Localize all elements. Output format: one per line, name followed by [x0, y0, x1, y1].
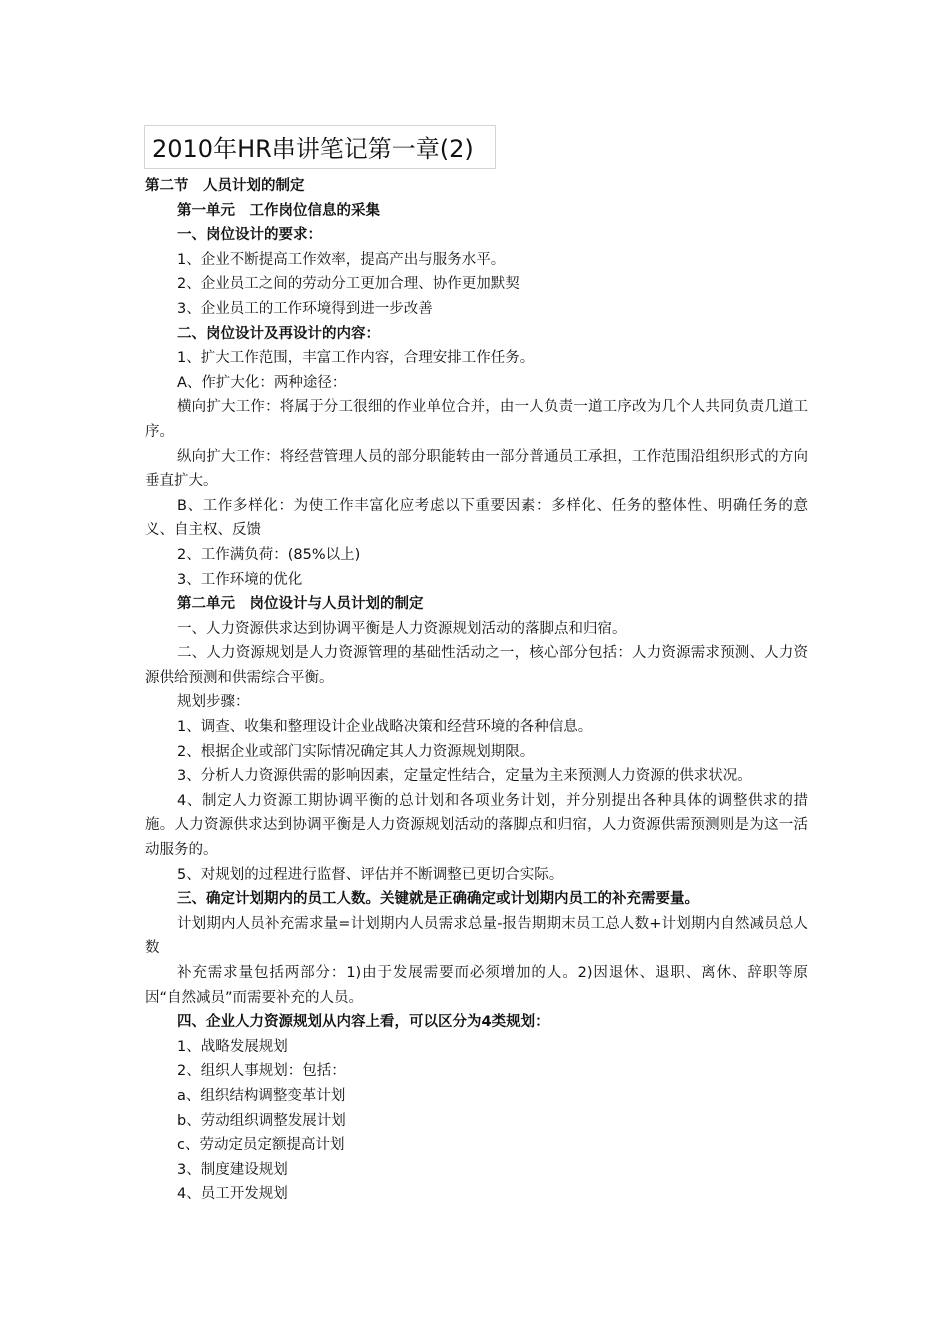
section-heading: 第一单元 工作岗位信息的采集	[177, 202, 380, 219]
body-paragraph: 二、人力资源规划是人力资源管理的基础性活动之一，核心部分包括：人力资源需求预测、人力资源供给预测和供需综合平衡。	[145, 645, 808, 686]
body-paragraph: 4、员工开发规划	[177, 1186, 288, 1203]
body-paragraph: a、组织结构调整变革计划	[177, 1087, 346, 1104]
body-paragraph: 规划步骤：	[177, 694, 250, 711]
section-heading: 二、岗位设计及再设计的内容：	[177, 325, 380, 342]
document-body	[145, 174, 808, 1207]
body-paragraph: 补充需求量包括两部分：1)由于发展需要而必须增加的人。2)因退休、退职、离休、辞职等原因“自然减员”而需要补充的人员。	[145, 965, 808, 1006]
body-paragraph: A、作扩大化：两种途径：	[177, 374, 347, 391]
body-paragraph: 横向扩大工作：将属于分工很细的作业单位合并，由一人负责一道工序改为几个人共同负责几道工序。	[145, 399, 808, 440]
body-paragraph: 3、制度建设规划	[177, 1161, 288, 1178]
body-paragraph: b、劳动组织调整发展计划	[177, 1112, 346, 1129]
section-heading: 第二节 人员计划的制定	[145, 178, 305, 194]
section-heading: 第二单元 岗位设计与人员计划的制定	[177, 596, 424, 613]
body-paragraph: 1、调查、收集和整理设计企业战略决策和经营环境的各种信息。	[177, 719, 593, 736]
body-paragraph: 纵向扩大工作：将经营管理人员的部分职能转由一部分普通员工承担，工作范围沿组织形式的方向垂直扩大。	[145, 448, 808, 490]
body-paragraph: 计划期内人员补充需求量=计划期内人员需求总量-报告期期末员工总人数+计划期内自然减员总人数	[145, 915, 808, 957]
body-paragraph: 1、企业不断提高工作效率，提高产出与服务水平。	[177, 251, 506, 268]
section-heading: 三、确定计划期内的员工人数。关键就是正确确定或计划期内员工的补充需要量。	[177, 891, 699, 908]
body-paragraph: 2、根据企业或部门实际情况确定其人力资源规划期限。	[177, 743, 535, 760]
body-paragraph: B、工作多样化：为使工作丰富化应考虑以下重要因素：多样化、任务的整体性、明确任务的意义、自主权、反馈	[145, 497, 808, 539]
body-paragraph: 3、企业员工的工作环境得到进一步改善	[177, 300, 433, 317]
body-paragraph: 5、对规划的过程进行监督、评估并不断调整已更切合实际。	[177, 866, 564, 883]
body-paragraph: 1、战略发展规划	[177, 1038, 288, 1055]
section-heading: 一、岗位设计的要求：	[177, 227, 322, 244]
body-paragraph: 1、扩大工作范围，丰富工作内容，合理安排工作任务。	[177, 350, 535, 367]
body-paragraph: 3、分析人力资源供需的影响因素，定量定性结合，定量为主来预测人力资源的供求状况。	[177, 768, 752, 785]
body-paragraph: 2、组织人事规划：包括：	[177, 1063, 346, 1080]
body-paragraph: 一、人力资源供求达到协调平衡是人力资源规划活动的落脚点和归宿。	[177, 620, 627, 637]
body-paragraph: c、劳动定员定额提高计划	[177, 1137, 345, 1154]
body-paragraph: 2、企业员工之间的劳动分工更加合理、协作更加默契	[177, 276, 520, 293]
body-paragraph: 3、工作环境的优化	[177, 571, 303, 588]
body-paragraph: 2、工作满负荷：(85%以上)	[177, 546, 361, 563]
body-paragraph: 4、制定人力资源工期协调平衡的总计划和各项业务计划，并分别提出各种具体的调整供求的措施。人力资源供求达到协调平衡是人力资源规划活动的落脚点和归宿，人力资源供需预测则是为这一活动服务的。	[145, 792, 808, 859]
document-title: 2010年HR串讲笔记第一章(2)	[152, 135, 474, 163]
section-heading: 四、企业人力资源规划从内容上看，可以区分为4类规划：	[177, 1014, 550, 1031]
